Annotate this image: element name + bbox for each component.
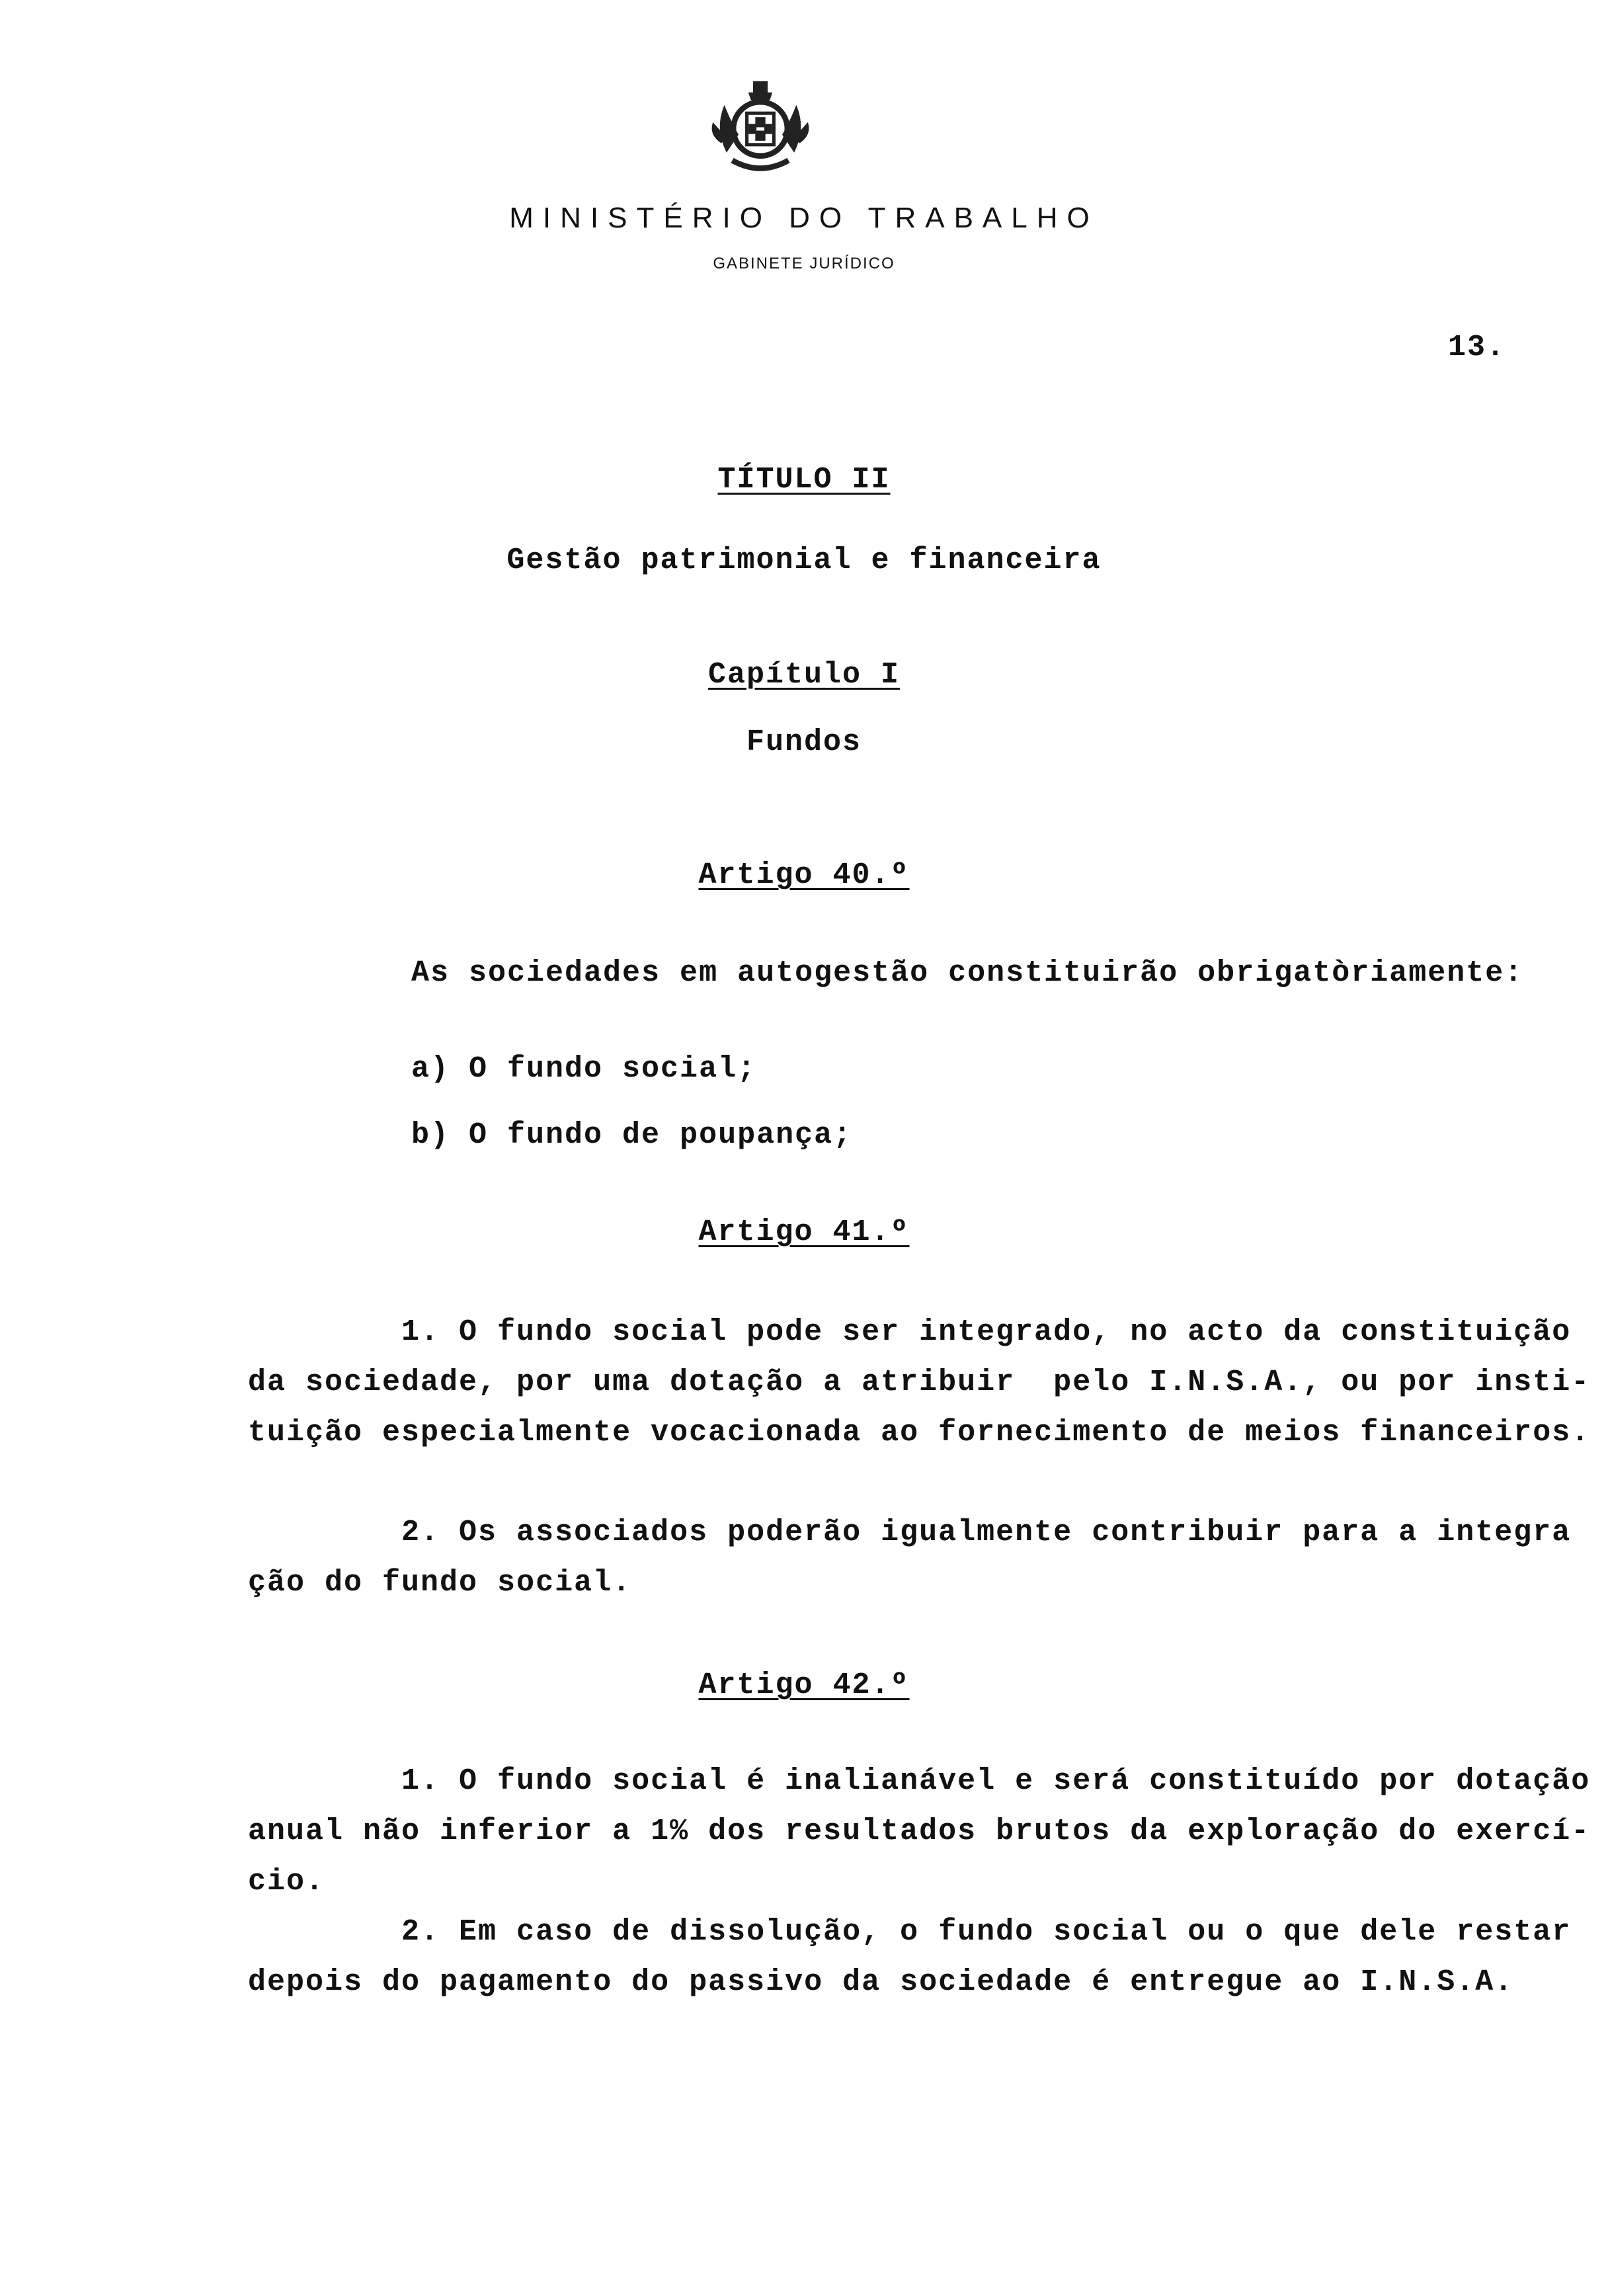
art41-p2-line1: 2. Os associados poderão igualmente contribuir para a integra bbox=[248, 1516, 1572, 1549]
art42-p1-line2: anual não inferior a 1% dos resultados brutos da exploração do exercí- bbox=[248, 1815, 1591, 1848]
art41-p1-line2: da sociedade, por uma dotação a atribuir pelo I.N.S.A., ou por insti- bbox=[248, 1366, 1591, 1399]
art42-heading: Artigo 42.º bbox=[698, 1668, 910, 1702]
art41-p2-line2: ção do fundo social. bbox=[248, 1566, 632, 1600]
art41-p1-line1: 1. O fundo social pode ser integrado, no acto da constituição bbox=[248, 1315, 1572, 1349]
art42-p2-line2: depois do pagamento do passivo da sociedade é entregue ao I.N.S.A. bbox=[248, 1965, 1514, 1999]
art42-p1-line1: 1. O fundo social é inalianável e será constituído por dotação bbox=[248, 1764, 1591, 1798]
art42-p1-line3: cio. bbox=[248, 1865, 325, 1899]
titulo-subtitle: Gestão patrimonial e financeira bbox=[506, 544, 1102, 577]
art42-p2-line1: 2. Em caso de dissolução, o fundo social ou o que dele restar bbox=[248, 1915, 1572, 1949]
art40-item-a: a) O fundo social; bbox=[411, 1052, 757, 1086]
capitulo-heading: Capítulo I bbox=[707, 658, 901, 692]
office-subtitle: GABINETE JURÍDICO bbox=[713, 255, 895, 272]
art40-intro: As sociedades em autogestão constituirão obrigatòriamente: bbox=[411, 956, 1524, 990]
art40-heading: Artigo 40.º bbox=[698, 858, 910, 892]
coat-of-arms-icon bbox=[704, 73, 817, 185]
art41-heading: Artigo 41.º bbox=[698, 1215, 910, 1249]
art40-item-b: b) O fundo de poupança; bbox=[411, 1118, 853, 1152]
page-number: 13. bbox=[1448, 331, 1506, 364]
ministry-title: MINISTÉRIO DO TRABALHO bbox=[509, 202, 1099, 234]
art41-p1-line3: tuição especialmente vocacionada ao fornecimento de meios financeiros. bbox=[248, 1416, 1591, 1450]
capitulo-subtitle: Fundos bbox=[746, 725, 862, 759]
titulo-heading: TÍTULO II bbox=[717, 463, 891, 497]
